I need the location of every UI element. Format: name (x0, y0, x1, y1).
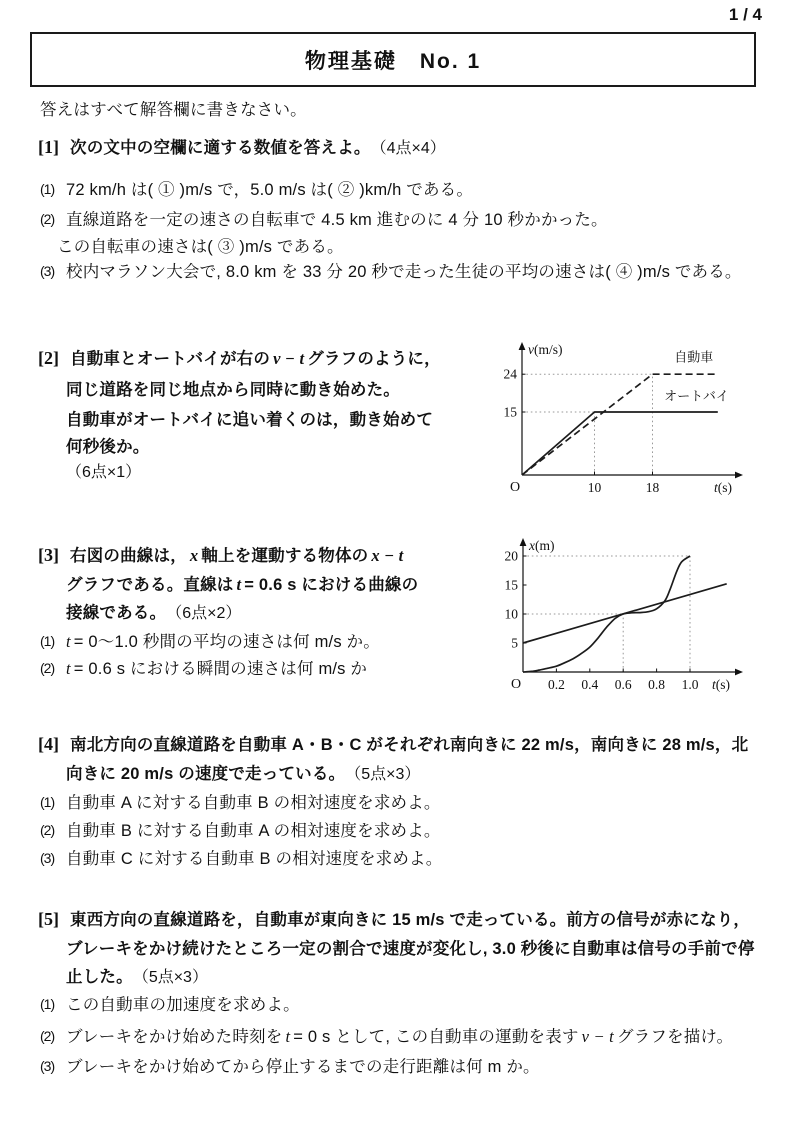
problem-2-heading (38, 345, 441, 369)
math-v-t: v − t (581, 1027, 614, 1046)
series-label: 自動車 (674, 349, 714, 365)
item-text: = 0〜1.0 秒間の平均の速さは何 m/s か。 (73, 633, 380, 651)
math-t: t (66, 632, 71, 651)
series-label: オートバイ (664, 388, 729, 404)
problem-3-text: 軸上を運動する物体の (201, 547, 369, 565)
item-marker: (2) (40, 822, 55, 838)
problem-1-item-1 (40, 176, 473, 200)
problem-4-item-1 (40, 789, 441, 813)
xt-graph-svg (490, 535, 760, 697)
problem-2-number: [2] (38, 348, 59, 368)
math-t: t (66, 659, 71, 678)
problem-3-text: 右図の曲線は， (70, 547, 187, 565)
item-text: 自動車 B に対する自動車 A の相対速度を求めよ。 (66, 822, 441, 840)
problem-2-text: 同じ道路を同じ地点から同時に動き始めた。 (66, 381, 400, 399)
problem-2-points: （6点×1） (66, 464, 142, 481)
series-line-接線 (523, 584, 727, 643)
problem-4-number: [4] (38, 734, 59, 754)
item-marker: (2) (40, 660, 55, 676)
item-marker: (1) (40, 181, 55, 197)
item-marker: (2) (40, 1028, 55, 1044)
vt-graph (490, 333, 760, 505)
problem-3-text: グラフである。直線は (66, 576, 234, 594)
x-tick-label: 1.0 (681, 677, 699, 692)
problem-5-text: 東西方向の直線道路を，自動車が東向きに 15 m/s で走っている。前方の信号が赤になり， (70, 911, 751, 929)
math-x: x (189, 546, 199, 565)
origin-label: O (511, 677, 522, 692)
problem-1-item-2 (40, 206, 608, 230)
problem-3-heading (38, 542, 406, 566)
problem-3-points: （6点×2） (166, 605, 242, 622)
item-text: 72 km/h は( ① )m/s で，5.0 m/s は( ② )km/h である。 (66, 181, 474, 199)
item-text: 校内マラソン大会で, 8.0 km を 33 分 20 秒で走った生徒の平均の速さは( ④ )m/s である。 (66, 263, 742, 281)
problem-3-text: = 0.6 s における曲線の (244, 576, 419, 594)
problem-2-text: 自動車とオートバイが右の (70, 350, 271, 368)
worksheet-title: 物理基礎 No. 1 (304, 49, 482, 73)
item-text: 自動車 A に対する自動車 B の相対速度を求めよ。 (66, 794, 441, 812)
x-tick-label: 18 (645, 480, 660, 495)
problem-2-text: 自動車がオートバイに追い着くのは，動き始めて (66, 411, 434, 429)
problem-4-text: 南北方向の直線道路を自動車 A・B・C がそれぞれ南向きに 22 m/s，南向きに 28 m/s，北 (70, 736, 749, 754)
worksheet-title-box (30, 32, 756, 87)
y-axis-label: v(m/s) (528, 342, 563, 357)
problem-5-text: 止した。 (66, 968, 133, 986)
item-text: ブレーキをかけ始めた時刻を (66, 1028, 283, 1046)
item-text: 自動車 C に対する自動車 B の相対速度を求めよ。 (66, 850, 443, 868)
item-marker: (1) (40, 633, 55, 649)
problem-3-number: [3] (38, 545, 59, 565)
y-axis-arrow (520, 538, 527, 546)
y-tick-label: 5 (511, 635, 518, 651)
y-axis-label: x(m) (529, 538, 555, 553)
item-marker: (1) (40, 996, 55, 1012)
problem-4-points: （5点×3） (345, 766, 421, 783)
y-tick-label: 20 (504, 548, 518, 564)
problem-3-item-1 (40, 628, 380, 652)
problem-5-points: （5点×3） (132, 969, 208, 986)
problem-1-number: [1] (38, 137, 59, 157)
problem-1-points: （4点×4） (370, 140, 446, 157)
problem-3-heading-line-2 (66, 571, 418, 595)
y-tick-label: 15 (503, 404, 517, 420)
item-marker: (3) (40, 1058, 55, 1074)
y-tick-label: 10 (504, 606, 518, 622)
problem-2-text: グラフのように， (307, 350, 441, 368)
problem-5-number: [5] (38, 909, 59, 929)
item-marker: (2) (40, 211, 55, 227)
problem-3-heading-line-3 (66, 599, 241, 623)
item-text: ブレーキをかけ始めてから停止するまでの走行距離は何 m か。 (66, 1058, 540, 1076)
series-line-曲線 (523, 556, 690, 672)
problem-1-heading (38, 134, 446, 158)
problem-4-item-2 (40, 817, 441, 841)
x-axis-arrow (735, 669, 743, 676)
math-t: t (236, 575, 242, 594)
xt-graph (490, 535, 760, 702)
y-tick-label: 24 (503, 366, 517, 382)
origin-label: O (510, 480, 521, 495)
problem-5-item-2 (40, 1023, 733, 1047)
problem-2-text: 何秒後か。 (66, 438, 150, 456)
problem-5-text: ブレーキをかけ続けたところ一定の割合で速度が変化し, 3.0 秒後に自動車は信号の手前で停 (66, 940, 755, 958)
math-x-t: x − t (371, 546, 404, 565)
problem-3-text: 接線である。 (66, 604, 167, 622)
item-text: = 0.6 s における瞬間の速さは何 m/s か (73, 660, 368, 678)
math-v-t: v − t (273, 349, 305, 368)
y-axis-arrow (519, 342, 526, 350)
x-axis-arrow (735, 472, 743, 479)
problem-3-item-2 (40, 655, 367, 679)
item-marker: (3) (40, 850, 55, 866)
x-axis-label: t(s) (711, 677, 730, 692)
problem-4-text: 向きに 20 m/s の速度で走っている。 (66, 765, 346, 783)
problem-5-heading-line-3 (66, 963, 208, 987)
series-line-オートバイ (522, 412, 718, 475)
x-tick-label: 0.8 (648, 677, 666, 692)
problem-5-item-1 (40, 991, 300, 1015)
item-text: この自転車の速さは( ③ )m/s である。 (57, 238, 344, 256)
problem-5-item-3 (40, 1053, 540, 1077)
x-tick-label: 0.6 (614, 677, 632, 692)
problem-1-heading-text: 次の文中の空欄に適する数値を答えよ。 (70, 139, 371, 157)
item-text: = 0 s として, この自動車の運動を表す (293, 1028, 579, 1046)
problem-1-item-3 (40, 258, 742, 282)
problem-1-item-2-continuation (57, 233, 344, 257)
item-marker: (3) (40, 263, 55, 279)
x-tick-label: 10 (587, 480, 602, 495)
problem-4-item-3 (40, 845, 442, 869)
item-text: この自動車の加速度を求めよ。 (66, 996, 300, 1014)
item-text: グラフを描け。 (616, 1028, 734, 1046)
page-number: 1 / 4 (728, 5, 762, 24)
instruction-note: 答えはすべて解答欄に書きなさい。 (40, 101, 307, 119)
math-t: t (285, 1027, 291, 1046)
x-tick-label: 0.4 (581, 677, 599, 692)
x-tick-label: 0.2 (547, 677, 565, 692)
item-text: 直線道路を一定の速さの自転車で 4.5 km 進むのに 4 分 10 秒かかった。 (66, 211, 608, 229)
item-marker: (1) (40, 794, 55, 810)
vt-graph-svg (490, 333, 760, 500)
x-axis-label: t(s) (713, 480, 732, 495)
y-tick-label: 15 (504, 577, 518, 593)
problem-4-heading-line-2 (66, 760, 420, 784)
problem-5-heading (38, 906, 750, 930)
problem-4-heading (38, 731, 748, 755)
